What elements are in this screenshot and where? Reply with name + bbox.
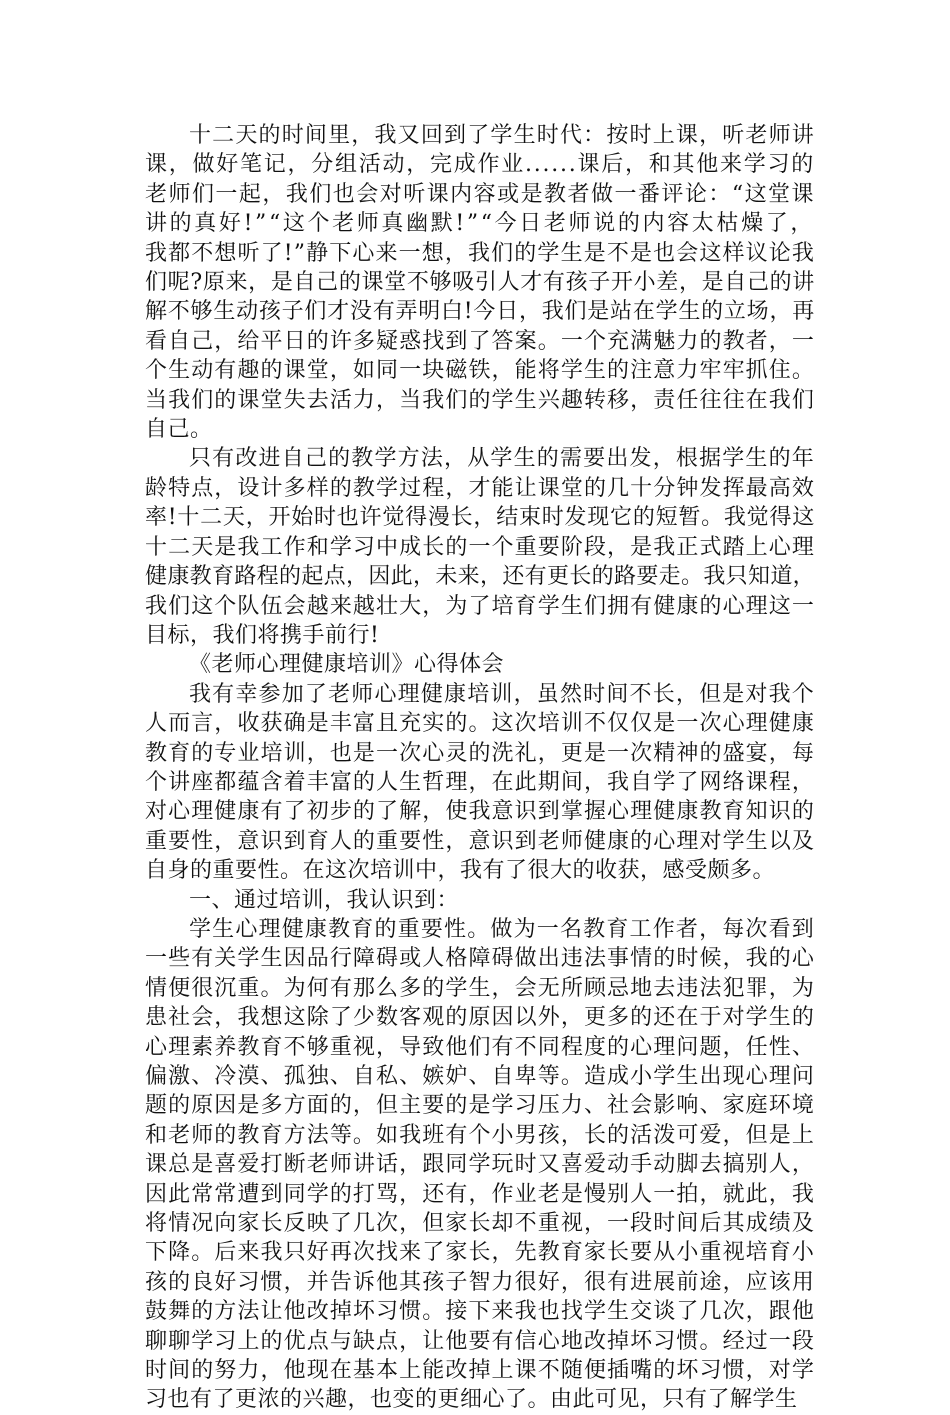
text-line: 课总是喜爱打断老师讲话，跟同学玩时又喜爱动手动脚去搞别人， xyxy=(145,1152,815,1178)
text-line: 个生动有趣的课堂，如同一块磁铁，能将学生的注意力牢牢抓住。 xyxy=(145,358,815,384)
text-line: 我都不想听了!”静下心来一想，我们的学生是不是也会这样议论我 xyxy=(145,240,815,266)
text-line: 教育的专业培训，也是一次心灵的洗礼，更是一次精神的盛宴，每 xyxy=(145,740,815,766)
text-line: 自己。 xyxy=(145,417,213,443)
text-line: 讲的真好!”“这个老师真幽默!”“今日老师说的内容太枯燥了， xyxy=(145,211,815,237)
text-line: 重要性，意识到育人的重要性，意识到老师健康的心理对学生以及 xyxy=(145,828,815,854)
text-line: 下降。后来我只好再次找来了家长，先教育家长要从小重视培育小 xyxy=(145,1240,815,1266)
text-line: 率!十二天，开始时也许觉得漫长，结束时发现它的短暂。我觉得这 xyxy=(145,505,815,531)
text-line: 老师们一起，我们也会对听课内容或是教者做一番评论：“这堂课 xyxy=(145,181,815,207)
text-line: 解不够生动孩子们才没有弄明白!今日，我们是站在学生的立场，再 xyxy=(145,299,815,325)
text-line: 习也有了更浓的兴趣，也变的更细心了。由此可见，只有了解学生 xyxy=(145,1387,798,1413)
text-line: 学生心理健康教育的重要性。做为一名教育工作者，每次看到 xyxy=(189,916,815,942)
text-line: 龄特点，设计多样的教学过程，才能让课堂的几十分钟发挥最高效 xyxy=(145,475,815,501)
text-line: 我有幸参加了老师心理健康培训，虽然时间不长，但是对我个 xyxy=(189,681,815,707)
text-line: 将情况向家长反映了几次，但家长却不重视，一段时间后其成绩及 xyxy=(145,1211,815,1237)
text-line: 情便很沉重。为何有那么多的学生，会无所顾忌地去违法犯罪，为 xyxy=(145,975,815,1001)
text-line: 我们这个队伍会越来越壮大，为了培育学生们拥有健康的心理这一 xyxy=(145,593,815,619)
text-line: 十二天是我工作和学习中成长的一个重要阶段，是我正式踏上心理 xyxy=(145,534,815,560)
text-line: 课，做好笔记，分组活动，完成作业......课后，和其他来学习的 xyxy=(145,152,815,178)
document-body xyxy=(145,121,815,1415)
text-line: 一些有关学生因品行障碍或人格障碍做出违法事情的时候，我的心 xyxy=(145,946,815,972)
text-line: 偏激、冷漠、孤独、自私、嫉妒、自卑等。造成小学生出现心理问 xyxy=(145,1064,815,1089)
text-line: 鼓舞的方法让他改掉坏习惯。接下来我也找学生交谈了几次，跟他 xyxy=(145,1299,815,1325)
text-line: 个讲座都蕴含着丰富的人生哲理，在此期间，我自学了网络课程， xyxy=(145,769,815,795)
section-heading xyxy=(145,886,815,915)
text-line: 题的原因是多方面的，但主要的是学习压力、社会影响、家庭环境 xyxy=(145,1093,815,1119)
text-line: 因此常常遭到同学的打骂，还有，作业老是慢别人一拍，就此，我 xyxy=(145,1181,815,1207)
text-line: 对心理健康有了初步的了解，使我意识到掌握心理健康教育知识的 xyxy=(145,799,815,825)
text-line: 当我们的课堂失去活力，当我们的学生兴趣转移，责任往往在我们 xyxy=(145,387,815,413)
body-paragraph xyxy=(145,915,815,1415)
text-line: 健康教育路程的起点，因此，未来，还有更长的路要走。我只知道， xyxy=(145,564,815,590)
body-paragraph xyxy=(145,121,815,444)
text-line: 患社会，我想这除了少数客观的原因以外，更多的还在于对学生的 xyxy=(145,1005,815,1031)
text-line: 孩的良好习惯，并告诉他其孩子智力很好，很有进展前途，应该用 xyxy=(145,1269,815,1295)
text-line: 十二天的时间里，我又回到了学生时代：按时上课，听老师讲 xyxy=(189,123,815,148)
text-line: 自身的重要性。在这次培训中，我有了很大的收获，感受颇多。 xyxy=(145,858,776,884)
text-line: 一、通过培训，我认识到： xyxy=(189,887,460,913)
text-line: 心理素养教育不够重视，导致他们有不同程度的心理问题，任性、 xyxy=(145,1034,815,1060)
section-heading xyxy=(145,650,815,679)
text-line: 只有改进自己的教学方法，从学生的需要出发，根据学生的年 xyxy=(189,446,815,472)
text-line: 目标，我们将携手前行! xyxy=(145,622,380,648)
text-line: 和老师的教育方法等。如我班有个小男孩，长的活泼可爱，但是上 xyxy=(145,1122,815,1148)
text-line: 时间的努力，他现在基本上能改掉上课不随便插嘴的坏习惯，对学 xyxy=(145,1358,815,1384)
document-page xyxy=(145,121,815,1415)
text-line: 们呢?原来，是自己的课堂不够吸引人才有孩子开小差，是自己的讲 xyxy=(145,270,815,296)
text-line: 人而言，收获确是丰富且充实的。这次培训不仅仅是一次心理健康 xyxy=(145,711,815,737)
text-line: 看自己，给平日的许多疑惑找到了答案。一个充满魅力的教者，一 xyxy=(145,328,815,354)
text-line: 《老师心理健康培训》心得体会 xyxy=(189,652,505,678)
text-line: 聊聊学习上的优点与缺点，让他要有信心地改掉坏习惯。经过一段 xyxy=(145,1328,815,1354)
body-paragraph xyxy=(145,680,815,886)
body-paragraph xyxy=(145,444,815,650)
